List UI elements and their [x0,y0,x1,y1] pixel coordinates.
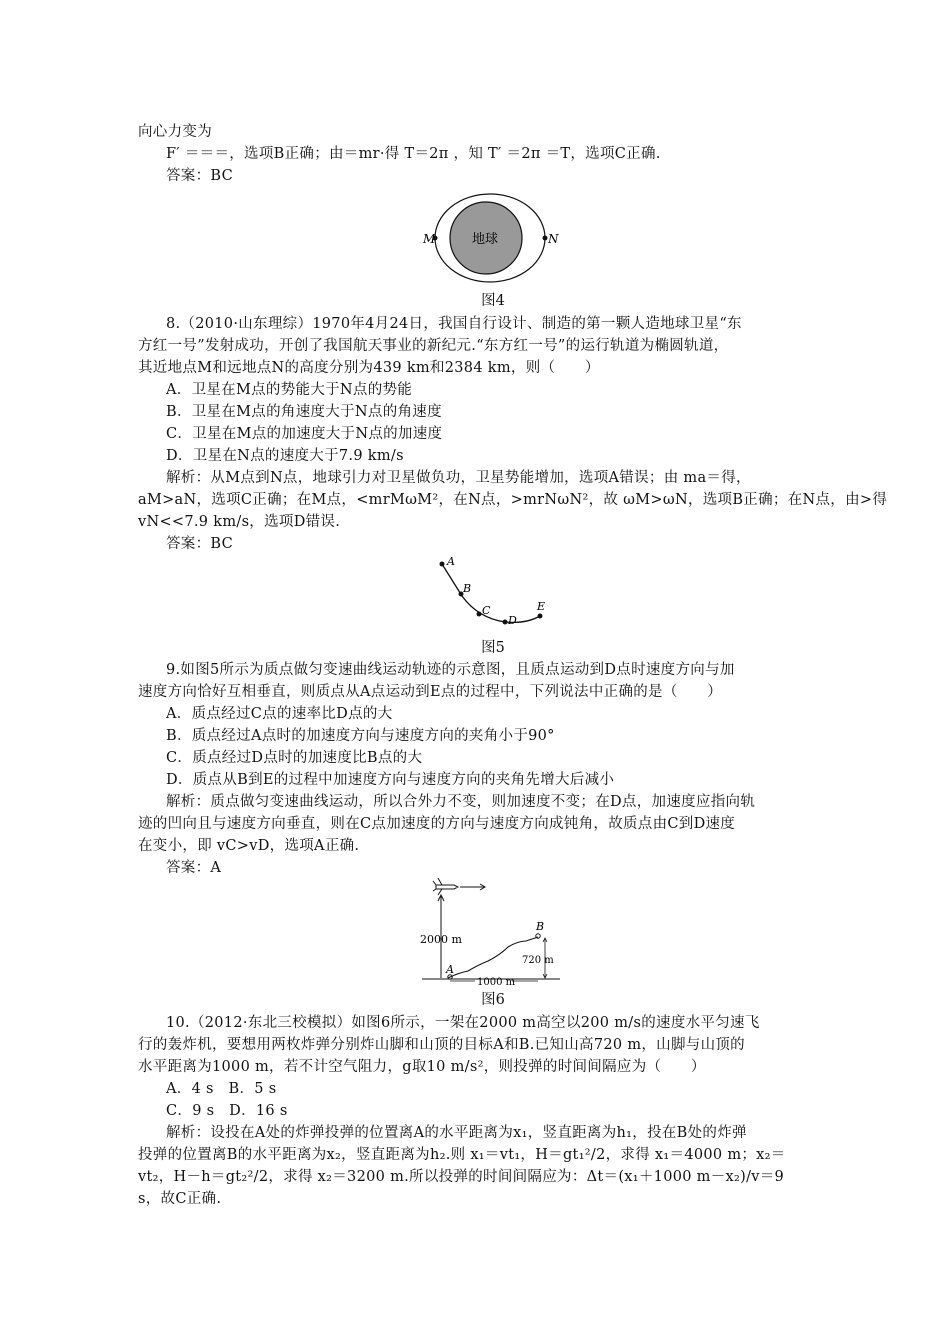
question-stem: 其近地点M和远地点N的高度分别为439 km和2384 km，则（ ） [138,360,600,376]
options-ab: A．4 s B．5 s [166,1081,277,1097]
hill-height-label: 720 m [522,955,554,966]
label-n: N [548,232,559,246]
question-stem: 9.如图5所示为质点做匀变速曲线运动轨迹的示意图，且质点运动到D点时速度方向与加 [166,662,735,678]
option-c: C．卫星在M点的加速度大于N点的加速度 [166,426,443,442]
earth-label: 地球 [472,232,499,247]
height-label: 2000 m [420,933,462,946]
label-b: B [536,920,545,933]
figure-4-caption: 图4 [481,293,505,309]
answer-line: 答案：BC [166,168,234,184]
solution-line: 解析：从M点到N点，地球引力对卫星做负功，卫星势能增加，选项A错误；由 ma＝得， [166,470,751,486]
point-c-dot [477,612,482,617]
label-d: D [508,614,517,627]
solution-line: vt₂，H－h＝gt₂²/2，求得 x₂＝3200 m.所以投弹的时间间隔应为：Δt＝(x₁＋1000 m－x₂)/v＝9 [138,1169,785,1185]
label-m: M [423,232,436,246]
solution-line: 解析：质点做匀变速曲线运动，所以合外力不变，则加速度不变；在D点，加速度应指向轨 [166,794,756,810]
solution-line: 解析：设投在A处的炸弹投弹的位置离A的水平距离为x₁，竖直距离为h₁，投在B处的炸弹 [166,1125,747,1141]
option-b: B．卫星在M点的角速度大于N点的角速度 [166,404,442,420]
point-n-dot [543,236,548,241]
point-a-dot [440,562,445,567]
distance-label: 1000 m [477,977,516,987]
label-b: B [463,582,472,595]
option-a: A．卫星在M点的势能大于N点的势能 [166,382,413,398]
solution-line: aM>aN，选项C正确；在M点，<mrMωM²，在N点，>mrNωN²，故 ωM>ωN，选项B正确；在N点，由>得 [138,492,888,508]
option-a: A．质点经过C点的速率比D点的大 [166,706,393,722]
figure-4-orbit [420,192,560,292]
figure-5-caption: 图5 [481,640,505,656]
solution-line: 在变小，即 vC>vD，选项A正确. [138,838,360,854]
label-a: A [446,963,454,976]
solution-line: vN<<7.9 km/s，选项D错误. [138,514,341,530]
question-stem: 10.（2012·东北三校模拟）如图6所示，一架在2000 m高空以200 m/s的速度水平匀速飞 [166,1015,760,1031]
solution-line: 迹的凹向且与速度方向垂直，则在C点加速度的方向与速度方向成钝角，故质点由C到D速度 [138,816,736,832]
figure-6-bomber [418,875,568,987]
option-c: C．质点经过D点时的加速度比B点的大 [166,750,423,766]
question-stem: 8.（2010·山东理综）1970年4月24日，我国自行设计、制造的第一颗人造地球卫星“东 [166,316,742,332]
text-line: F′ ＝＝＝，选项B正确；由＝mr·得 T＝2π ，知 T′ ＝2π ＝T，选项C正确. [166,146,661,162]
question-stem: 速度方向恰好互相垂直，则质点从A点运动到E点的过程中，下列说法中正确的是（ ） [138,684,723,700]
option-d: D．质点从B到E的过程中加速度方向与速度方向的夹角先增大后减小 [166,772,615,788]
point-e-dot [538,614,543,619]
question-stem: 水平距离为1000 m，若不计空气阻力，g取10 m/s²，则投弹的时间间隔应为（ ） [138,1059,706,1075]
label-c: C [482,604,491,617]
answer-line: 答案：A [166,860,222,876]
question-stem: 行的轰炸机，要想用两枚炸弹分别炸山脚和山顶的目标A和B.已知山高720 m，山脚与山顶的 [138,1037,745,1053]
airplane-icon [433,878,458,895]
options-cd: C．9 s D．16 s [166,1103,288,1119]
answer-line: 答案：BC [166,536,234,552]
figure-5-trajectory [430,552,560,632]
question-stem: 方红一号”发射成功，开创了我国航天事业的新纪元.“东方红一号”的运行轨道为椭圆轨道， [138,338,729,354]
solution-line: s，故C正确. [138,1191,222,1207]
label-e: E [537,600,546,613]
text-line: 向心力变为 [138,124,212,140]
option-b: B．质点经过A点时的加速度方向与速度方向的夹角小于90° [166,728,555,744]
figure-6-caption: 图6 [481,992,505,1008]
point-d-dot [503,620,508,625]
trajectory-curve [442,564,540,622]
label-a: A [447,555,455,568]
option-d: D．卫星在N点的速度大于7.9 km/s [166,448,404,464]
solution-line: 投弹的位置离B的水平距离为x₂，竖直距离为h₂.则 x₁＝vt₁，H＝gt₁²/2，求得 x₁＝4000 m；x₂＝ [138,1147,786,1163]
